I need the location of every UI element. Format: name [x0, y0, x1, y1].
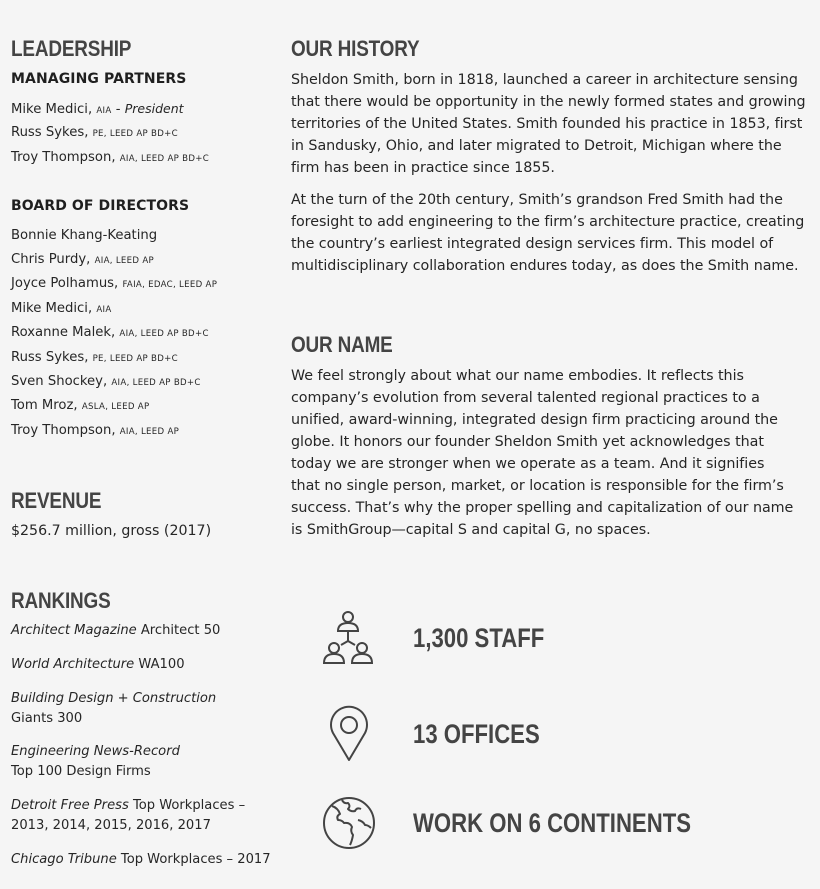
board-member-item: Sven Shockey, AIA, LEED AP BD+C — [11, 374, 201, 389]
person-name: Bonnie Khang-Keating — [11, 228, 158, 243]
board-member-item: Roxanne Malek, AIA, LEED AP BD+C — [11, 325, 209, 340]
ranking-award: Top 100 Design Firms — [11, 764, 151, 779]
managing-partner-item: Troy Thompson, AIA, LEED AP BD+C — [11, 150, 210, 165]
person-name: Troy Thompson — [11, 423, 112, 438]
history-paragraph-1: Sheldon Smith, born in 1818, launched a career in architecture sensing that there would be opportunity in the newly formed states and growing territories of the United States. Smith founded his practice in 1853, first in Sandusky, Ohio, and later migrated to Detroit, Michigan where the firm has been in practice since 1855. — [291, 72, 806, 176]
board-member-item: Russ Sykes, PE, LEED AP BD+C — [11, 350, 178, 365]
person-credentials: AIA — [96, 106, 112, 116]
person-credentials: ASLA, LEED AP — [81, 402, 150, 412]
person-credentials: PE, LEED AP BD+C — [92, 354, 178, 364]
our-name-heading: OUR NAME — [291, 332, 393, 357]
ranking-award: Top Workplaces – — [128, 798, 246, 813]
board-member-item — [11, 228, 157, 243]
person-credentials: PE, LEED AP BD+C — [92, 129, 178, 139]
person-name: Joyce Polhamus — [11, 276, 115, 291]
person-credentials: AIA, LEED AP BD+C — [111, 378, 201, 388]
ranking-publication: Engineering News-Record — [11, 744, 180, 759]
ranking-item — [11, 796, 245, 836]
globe-icon — [320, 794, 378, 852]
person-name: Russ Sykes — [11, 350, 85, 365]
stat-continents — [320, 794, 691, 852]
our-name-paragraph: We feel strongly about what our name embodies. It reflects this company’s evolution from several talented regional practices to a unified, award-winning, integrated design firm practicing around the globe. It honors our founder Sheldon Smith yet acknowledges that today we are stronger when we operate as a team. And it signifies that no single person, market, or location is responsible for the firm’s success. That’s why the proper spelling and capitalization of our name is SmithGroup—capital S and capital G, no spaces. — [291, 368, 794, 538]
person-name: Sven Shockey — [11, 374, 103, 389]
map-pin-icon — [320, 705, 378, 763]
person-name: Mike Medici — [11, 301, 88, 316]
person-credentials: FAIA, EDAC, LEED AP — [122, 280, 218, 290]
ranking-item — [11, 689, 216, 729]
person-credentials: AIA, LEED AP BD+C — [119, 329, 209, 339]
rankings-heading: RANKINGS — [11, 588, 111, 613]
people-network-icon — [320, 609, 378, 667]
ranking-award-years: 2013, 2014, 2015, 2016, 2017 — [11, 818, 211, 833]
person-name: Chris Purdy — [11, 252, 87, 267]
person-name: Roxanne Malek — [11, 325, 112, 340]
stat-label: 13 OFFICES — [413, 718, 540, 749]
ranking-publication: Building Design + Construction — [11, 691, 217, 706]
ranking-publication: World Architecture — [11, 657, 135, 672]
board-member-item: Mike Medici, AIA — [11, 301, 112, 316]
history-paragraph-2: At the turn of the 20th century, Smith’s grandson Fred Smith had the foresight to add engineering to the firm’s architecture practice, creating the country’s earliest integrated design services firm. This model of multidisciplinary collaboration endures today, as does the Smith name. — [291, 192, 805, 274]
managing-partner-item: Russ Sykes, PE, LEED AP BD+C — [11, 125, 178, 140]
ranking-item — [11, 655, 185, 675]
stat-label: 1,300 STAFF — [413, 622, 545, 653]
managing-partner-item: Mike Medici, AIA - President — [11, 101, 184, 117]
revenue-value: $256.7 million, gross (2017) — [11, 523, 212, 539]
ranking-item — [11, 621, 220, 641]
ranking-publication: Architect Magazine — [11, 623, 137, 638]
person-credentials: AIA, LEED AP — [119, 427, 180, 437]
ranking-award: Architect 50 — [136, 623, 221, 638]
ranking-award: Top Workplaces – 2017 — [116, 852, 271, 867]
person-name: Troy Thompson — [11, 150, 112, 165]
ranking-item — [11, 742, 180, 782]
board-of-directors-heading: BOARD OF DIRECTORS — [11, 198, 190, 214]
ranking-award: WA100 — [134, 657, 185, 672]
ranking-publication: Chicago Tribune — [11, 852, 117, 867]
leadership-heading: LEADERSHIP — [11, 36, 132, 61]
person-role: President — [124, 101, 184, 116]
stat-offices — [320, 705, 540, 763]
ranking-publication: Detroit Free Press — [11, 798, 129, 813]
person-credentials: AIA, LEED AP — [94, 256, 154, 266]
board-member-item: Tom Mroz, ASLA, LEED AP — [11, 398, 150, 413]
person-name: Tom Mroz — [11, 398, 74, 413]
stat-staff — [320, 609, 545, 667]
revenue-heading: REVENUE — [11, 488, 102, 513]
ranking-award: Giants 300 — [11, 711, 83, 726]
person-credentials: AIA, LEED AP BD+C — [119, 154, 210, 164]
stat-label: WORK ON 6 CONTINENTS — [413, 807, 691, 838]
person-name: Russ Sykes — [11, 125, 85, 140]
history-heading: OUR HISTORY — [291, 36, 420, 61]
board-member-item: Chris Purdy, AIA, LEED AP — [11, 252, 154, 267]
board-member-item: Joyce Polhamus, FAIA, EDAC, LEED AP — [11, 276, 218, 291]
managing-partners-heading: MANAGING PARTNERS — [11, 71, 187, 87]
person-credentials: AIA — [96, 305, 112, 315]
board-member-item: Troy Thompson, AIA, LEED AP — [11, 423, 180, 438]
ranking-item — [11, 850, 271, 870]
person-name: Mike Medici — [11, 102, 88, 117]
